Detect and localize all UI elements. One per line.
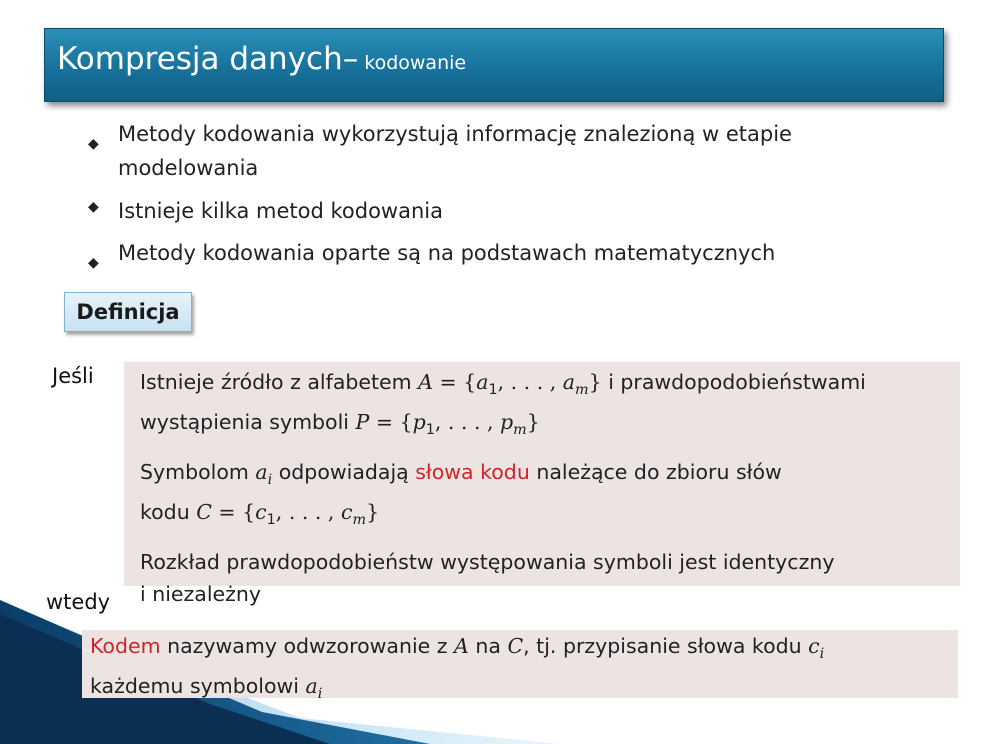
if-label: Jeśli	[52, 364, 94, 388]
math-symbol: a	[562, 370, 576, 394]
then-label: wtedy	[46, 590, 111, 614]
condition-3	[140, 546, 960, 610]
math-symbol: a	[305, 674, 318, 699]
math-symbol: p	[412, 410, 426, 435]
text-segment: każdemu symbolowi	[90, 674, 306, 699]
math-symbol: m	[352, 512, 367, 529]
math-subscript: 1	[425, 422, 435, 439]
text-segment: i prawdopodobieństwami	[601, 370, 866, 394]
math-symbol: , . . . ,	[275, 500, 341, 525]
text-segment: nazywamy odwzorowanie z	[160, 634, 455, 658]
slide-title-bar	[44, 28, 944, 102]
text-segment: wystąpienia symboli	[140, 410, 356, 435]
diamond-bullet-icon: ◆	[88, 199, 99, 215]
bullet-text: Metody kodowania wykorzystują informację znalezioną w etapie	[118, 122, 792, 146]
math-symbol: a	[476, 370, 489, 394]
diamond-bullet-icon: ◆	[88, 255, 99, 271]
text-segment: kodu	[140, 500, 197, 525]
text-segment: Symbolom	[140, 460, 256, 485]
slide-title	[57, 41, 466, 77]
highlighted-term: Kodem	[90, 634, 161, 658]
math-symbol: c	[340, 500, 353, 525]
math-symbol: m	[513, 422, 527, 439]
math-symbol: , . . . ,	[497, 370, 563, 394]
math-symbol: c	[808, 634, 820, 658]
math-symbol: = {	[369, 410, 413, 435]
text-segment: Istnieje źródło z alfabetem	[140, 370, 419, 394]
text-segment: Rozkład prawdopodobieństw występowania symboli jest identyczny	[140, 550, 835, 575]
bullet-item-2	[88, 194, 443, 228]
diamond-bullet-icon: ◆	[88, 136, 99, 152]
math-symbol: A	[418, 370, 433, 394]
text-segment: i niezależny	[140, 582, 262, 607]
math-symbol: = {	[432, 370, 477, 394]
math-symbol: , . . . ,	[434, 410, 501, 435]
math-symbol: i	[267, 472, 273, 489]
math-symbol: a	[255, 460, 268, 485]
bullet-text: modelowania	[118, 156, 259, 180]
math-symbol: A	[454, 634, 469, 658]
math-symbol: C	[507, 634, 524, 658]
slide-title-main: Kompresja danych–	[57, 41, 359, 77]
math-symbol: i	[819, 646, 825, 663]
conclusion-box	[82, 630, 958, 703]
math-symbol: }	[526, 410, 540, 435]
text-segment: na	[468, 634, 508, 658]
math-symbol: p	[500, 410, 514, 435]
math-symbol: = {	[211, 500, 256, 525]
bullet-item-3	[88, 236, 775, 270]
definition-label: Definicja	[64, 292, 192, 332]
conclusion-text	[90, 630, 958, 710]
math-symbol: C	[196, 500, 212, 525]
math-symbol: i	[317, 686, 323, 703]
highlighted-term: słowa kodu	[415, 460, 530, 485]
condition-2	[140, 456, 960, 536]
math-symbol: }	[366, 500, 380, 525]
text-segment: , tj. przypisanie słowa kodu	[523, 634, 809, 658]
bullet-text: Istnieje kilka metod kodowania	[118, 199, 443, 223]
math-subscript: 1	[488, 382, 498, 399]
bullet-text: Metody kodowania oparte są na podstawach matematycznych	[118, 241, 776, 265]
conditions-box	[124, 362, 960, 607]
math-symbol: c	[255, 500, 267, 525]
bullet-item-1	[88, 117, 792, 185]
slide-title-sub: kodowanie	[364, 52, 467, 74]
text-segment: należące do zbioru słów	[529, 460, 782, 485]
math-subscript: 1	[266, 512, 276, 529]
math-symbol: m	[575, 382, 589, 399]
condition-1	[140, 366, 960, 446]
math-symbol: }	[588, 370, 602, 394]
text-segment: odpowiadają	[272, 460, 416, 485]
math-symbol: P	[355, 410, 370, 435]
